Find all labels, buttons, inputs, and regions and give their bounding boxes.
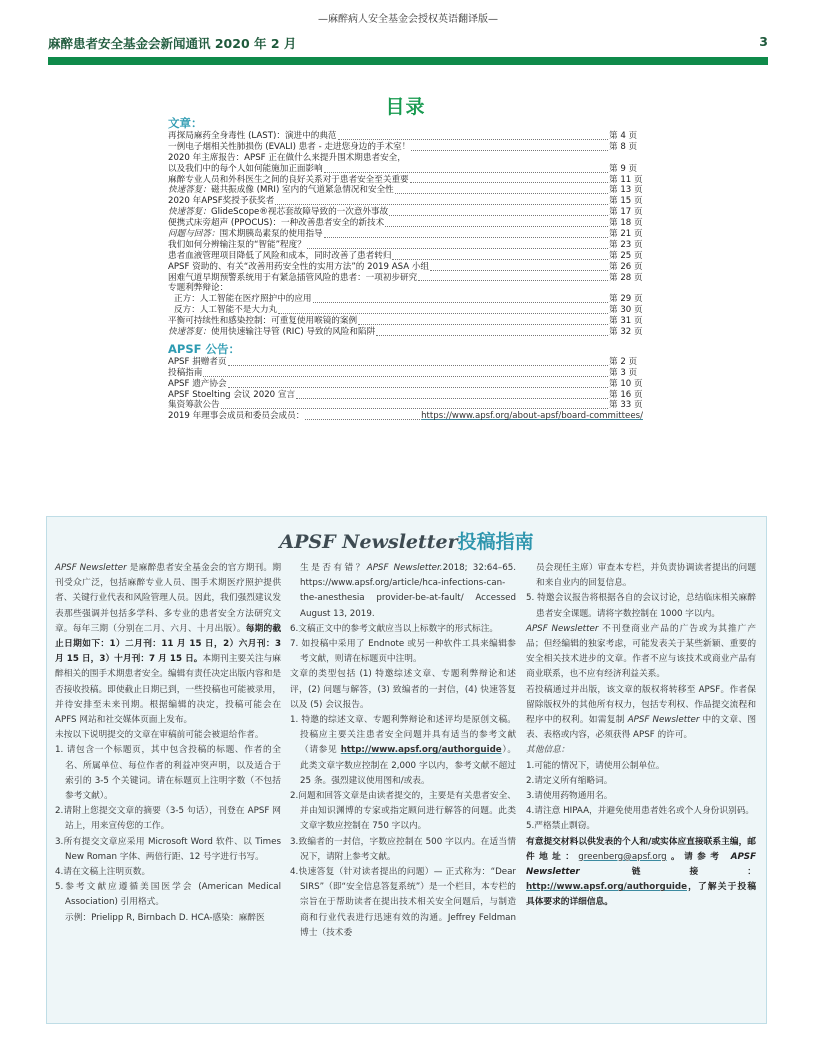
announcements-list xyxy=(168,357,643,411)
submission-guidelines-box xyxy=(46,516,767,1024)
toc-entry-page: 第 31 页 xyxy=(609,316,643,327)
leader-dots xyxy=(221,407,608,409)
deadline-text: 每期的截止日期如下：1）二月刊：11 月 15 日，2）六月刊：3 月 15 日，3）十月刊：7 月 15 日。 xyxy=(55,623,282,665)
toc-entry-title xyxy=(168,294,312,305)
toc-entry-text: 投稿指南 xyxy=(168,367,203,378)
toc-entry-text: 我们如何分辨输注泵的“智能”程度？ xyxy=(168,239,306,250)
toc-entry-text: 反方：人工智能不是大力丸 xyxy=(174,305,278,316)
reference-rule-item: 6.文稿正文中的参考文献应当以上标数字的形式标注。 xyxy=(290,623,499,634)
other-info-item: 1.可能的情况下，请使用公制单位。 xyxy=(526,760,665,771)
toc-entry-page: 第 10 页 xyxy=(609,378,643,389)
toc-entry-title xyxy=(168,400,220,411)
toc-entry-page: 第 13 页 xyxy=(609,185,643,196)
toc-entry-page: 第 16 页 xyxy=(609,389,643,400)
toc-entry-page: 第 17 页 xyxy=(609,207,643,218)
newsletter-title: 麻醉患者安全基金会新闻通讯 2020 年 2 月 xyxy=(48,36,297,51)
leader-dots xyxy=(228,364,608,366)
guidelines-column-1 xyxy=(55,561,281,926)
toc-entry[interactable] xyxy=(168,327,643,338)
leader-dots xyxy=(385,225,608,227)
toc-entry-title xyxy=(168,229,323,240)
toc-entry-title xyxy=(168,357,227,368)
toc-entry-text: 便携式床旁超声 (PPOCUS)：一种改善患者安全的新技术 xyxy=(168,218,385,229)
leader-dots xyxy=(305,418,420,420)
toc-entry-title xyxy=(168,196,274,207)
other-info-item: 5.严格禁止剽窃。 xyxy=(526,821,596,832)
contact-text-4: ，了解关于投稿具体要求的详细信息。 xyxy=(526,882,756,908)
toc-entry[interactable] xyxy=(168,240,643,251)
leader-dots xyxy=(395,192,608,194)
ads-text: 不刊登商业产品的广告或为其推广产品；但经编辑的独家考虑，可能发表关于某些新颖、重要的安全相关技术进步的文章。作者不应与该技术或商业产品有商业联系，也不应有经济利益关系。 xyxy=(526,623,757,680)
toc-entry-title xyxy=(168,175,409,186)
toc-entry-page: 第 26 页 xyxy=(609,261,643,272)
other-info-item: 4.请注意 HIPAA，并避免使用患者姓名或个人身份识别码。 xyxy=(526,806,755,817)
toc-entry-text: GlideScope®视芯套故障导致的一次意外事故 xyxy=(210,207,389,218)
articles-list xyxy=(168,131,643,283)
toc-entry[interactable] xyxy=(168,390,643,401)
leader-dots xyxy=(376,334,608,336)
newsletter-name: APSF Newsletter xyxy=(55,563,127,573)
toc-entry-page: 第 18 页 xyxy=(609,218,643,229)
leader-dots xyxy=(410,181,608,183)
leader-dots xyxy=(411,149,608,151)
requirement-item: 2.请附上您提交文章的摘要（3-5 句话），刊登在 APSF 网站上，用来宣传您的工作。 xyxy=(55,806,281,832)
toc-entry-page: 第 32 页 xyxy=(609,327,643,338)
guidelines-title xyxy=(47,527,766,553)
toc-entry[interactable] xyxy=(168,357,643,368)
toc-entry-text: 正方：人工智能在医疗照护中的应用 xyxy=(174,294,312,305)
toc-entry-title xyxy=(168,164,323,175)
other-info-list xyxy=(526,759,756,835)
contact-text-3: 链接： xyxy=(579,867,756,878)
newsletter-name: APSF Newsletter xyxy=(526,851,757,878)
toc-entry-text: 集资筹款公告 xyxy=(168,400,220,411)
toc-entry[interactable] xyxy=(168,401,643,412)
example-text: 生是否有错？ xyxy=(300,563,367,573)
toc-entry[interactable] xyxy=(168,229,643,240)
reference-rule-item: 7. 如投稿中采用了 Endnote 或另一种软件工具来编辑参考文献，则请在标题页中注明。 xyxy=(290,639,516,665)
leader-dots xyxy=(203,375,608,377)
toc-entry-text: 麻醉专业人员和外科医生之间的良好关系对于患者安全至关重要 xyxy=(168,174,409,185)
leader-dots xyxy=(392,258,608,260)
leader-dots xyxy=(358,323,608,325)
table-of-contents xyxy=(168,92,643,422)
newsletter-name: APSF Newsletter xyxy=(627,715,700,726)
article-type-item: 2.问题和回答文章是由读者提交的，主要是有关患者安全、并由知识渊博的专家或指定顾问进行解答的问题。此类文章字数应控制在 750 字以内。 xyxy=(290,791,516,832)
page-number: 3 xyxy=(759,34,768,49)
announcements-heading: APSF 公告： xyxy=(168,341,240,356)
toc-entry-page: 第 23 页 xyxy=(609,239,643,250)
toc-entry-text: 磁共振成像 (MRI) 室内的气道紧急情况和安全性 xyxy=(210,185,394,196)
rapid-response-cont: 员会现任主席）审查本专栏，并负责协调读者提出的问题和来自业内的回复信息。 xyxy=(536,563,756,589)
toc-entry[interactable] xyxy=(168,251,643,262)
type-1-text-2: ）。此类文章字数应控制在 2,000 字以内，参考文献不超过 25 条。强烈建议使用图和/或表。 xyxy=(300,745,517,786)
toc-entry-page: 第 9 页 xyxy=(609,163,638,174)
leader-dots xyxy=(389,214,608,216)
toc-entry-text: 以及我们中的每个人如何能施加正面影响 xyxy=(168,163,323,174)
toc-entry[interactable] xyxy=(168,273,643,284)
leader-dots xyxy=(324,236,608,238)
reference-rules-list xyxy=(290,622,516,668)
toc-entry-page: 第 8 页 xyxy=(609,141,638,152)
toc-entry-title xyxy=(168,207,388,218)
editorial-text: 本期刊主要关注与麻醉相关的围手术期患者安全。编辑有责任决定出版内容和是否接收投稿。即使截止日期已到，一些投稿也可能被录用，并待安排至未来刊期。根据编辑的决定，投稿可能会在 APFS 网站和社交媒体页面上发布。 xyxy=(55,654,281,726)
toc-entry-title xyxy=(168,131,337,142)
requirement-item: 1. 请包含一个标题页，其中包含投稿的标题、作者的全名、所属单位、每位作者的利益冲突声明，以及适合于索引的 3-5 个关键词。请在标题页上注明字数（不包括参考文献）。 xyxy=(55,745,281,802)
running-header xyxy=(48,34,768,52)
toc-entry[interactable] xyxy=(168,305,643,316)
requirements-list xyxy=(55,743,281,910)
return-note: 未按以下说明提交的文章在审稿前可能会被退给作者。 xyxy=(55,730,264,741)
toc-entry-page: 第 28 页 xyxy=(609,272,643,283)
toc-entry-page: 第 29 页 xyxy=(609,294,643,305)
board-label: 2019 年理事会成员和委员会成员： xyxy=(168,411,305,422)
toc-entry-title xyxy=(168,218,384,229)
toc-entry-title xyxy=(168,273,417,284)
leader-dots xyxy=(338,138,608,140)
toc-entry[interactable] xyxy=(168,316,643,327)
toc-entry-title-line1: 2020 年主席报告：APSF 正在做什么来提升围术期患者安全， xyxy=(168,152,406,163)
toc-entry-title xyxy=(168,390,295,401)
contact-text-2: 。请参考 xyxy=(666,851,731,862)
debate-list xyxy=(168,294,643,316)
editor-email-link[interactable]: greenberg@apsf.org xyxy=(578,851,667,862)
authorguide-link[interactable]: http://www.apsf.org/authorguide xyxy=(526,882,687,893)
copyright-text: 若投稿通过并出版，该文章的版权将转移至 APSF。作者保留除版权外的其他所有权力，包括专利权、作品提交流程和程序中的权利。如需复制 xyxy=(526,684,756,726)
requirement-item: 4.请在文稿上注明页数。 xyxy=(55,867,151,878)
leader-dots xyxy=(275,203,608,205)
article-types-list xyxy=(290,789,516,941)
guidelines-column-3 xyxy=(526,561,756,911)
toc-entry-page: 第 25 页 xyxy=(609,250,643,261)
toc-entry-text: 患者血液管理项目降低了风险和成本，同时改善了患者转归 xyxy=(168,250,392,261)
intro-text: 是麻醉患者安全基金会的官方期刊。期刊受众广泛，包括麻醉专业人员、围手术期医疗照护提供者、关键行业代表和风险管理人员。因此，我们强烈建议发表那些强调并包括多学科、多专业的患者安全方法研究文章。每年三期（分别在二月、六月、十月出版）。 xyxy=(55,563,282,634)
articles-tail-list xyxy=(168,316,643,338)
other-info-heading: 其他信息： xyxy=(526,745,570,756)
conference-report-item: 5. 特邀会议报告将根据各自的会议讨论，总结临床相关麻醉患者安全课题。请将字数控制在 1000 字以内。 xyxy=(526,593,756,619)
toc-entry[interactable] xyxy=(168,131,643,142)
requirement-item: 5.参考文献应遵循美国医学会 (American Medical Association) 引用格式。 xyxy=(55,882,281,908)
toc-entry[interactable] xyxy=(168,379,643,390)
leader-dots xyxy=(228,386,608,388)
toc-entry-text: APSF 遗产协会 xyxy=(168,378,227,389)
toc-entry-page: 第 30 页 xyxy=(609,305,643,316)
toc-entry-page: 第 2 页 xyxy=(609,356,638,367)
leader-dots xyxy=(278,312,608,314)
other-info-item: 3.请使用药物通用名。 xyxy=(526,791,613,802)
translation-note: —麻醉病人安全基金会授权英语翻译版— xyxy=(318,14,498,25)
debate-heading: 专题利弊辩论： xyxy=(168,283,229,294)
requirement-item: 3.所有提交文章应采用 Microsoft Word 软件、以 Times New Roman 字体、两倍行距、12 号字进行书写。 xyxy=(55,836,281,862)
toc-entry-title xyxy=(168,142,410,153)
citation-example-cont xyxy=(290,561,516,622)
toc-entry-page: 第 3 页 xyxy=(609,367,638,378)
type-1-item xyxy=(290,713,516,789)
toc-entry[interactable] xyxy=(168,262,643,273)
toc-entry-prefix: 快速答复： xyxy=(168,327,211,338)
toc-entry[interactable] xyxy=(168,185,643,196)
guidelines-column-2 xyxy=(290,561,516,941)
toc-entry[interactable] xyxy=(168,294,643,305)
toc-entry-prefix: 问题与回答： xyxy=(168,229,220,240)
header-divider-bar xyxy=(48,57,768,65)
contact-text: 有意提交材料以供发表的个人和/或实体应直接联系主编，邮件地址： xyxy=(526,836,756,862)
toc-entry-text: 困难气道早期预警系统用于有紧急插管风险的患者：一项初步研究 xyxy=(168,272,418,283)
leader-dots xyxy=(430,269,608,271)
other-info-item: 2.请定义所有缩略词。 xyxy=(526,775,613,786)
toc-entry-text: APSF 资助的、有关“改善用药安全性的实用方法”的 2019 ASA 小组 xyxy=(168,261,430,272)
toc-entry[interactable] xyxy=(168,142,643,153)
toc-entry-text: 一例电子烟相关性肺损伤 (EVALI) 患者 - 走进您身边的手术室！ xyxy=(168,141,411,152)
leader-dots xyxy=(307,247,608,249)
toc-entry-prefix: 快速答复： xyxy=(168,207,211,218)
board-row xyxy=(168,411,643,422)
toc-entry-title xyxy=(168,368,202,379)
toc-entry[interactable] xyxy=(168,218,643,229)
toc-entry-title xyxy=(168,262,429,273)
toc-entry-page: 第 11 页 xyxy=(609,174,643,185)
article-type-item: 3.致编者的一封信，字数应控制在 500 字以内。在适当情况下，请附上参考文献。 xyxy=(290,836,516,862)
toc-entry-title xyxy=(168,185,394,196)
toc-entry-title xyxy=(168,327,375,338)
board-link[interactable]: https://www.apsf.org/about-apsf/board-committees/ xyxy=(421,411,643,422)
type-1-text: 1. 特邀的综述文章、专题利弊辩论和述评均是原创文稿。投稿应主要关注患者安全问题并具有适当的参考文献（请参见 xyxy=(290,715,516,756)
toc-entry[interactable] xyxy=(168,175,643,186)
leader-dots xyxy=(418,279,608,281)
copyright-policy xyxy=(526,683,756,744)
article-type-item: 4.快速答复（针对读者提出的问题）— 正式称为：“Dear SIRS”（即“安全信息答复系统”）是一个栏目，本专栏的宗旨在于帮助读者在提出技术相关安全问题后，与制造商和行业代表进行迅速有效的沟通。Jeffrey Feldman 博士（技术委 xyxy=(290,867,516,938)
toc-entry-page: 第 33 页 xyxy=(609,400,643,411)
newsletter-name: APSF Newsletter xyxy=(526,623,599,634)
toc-entry-page: 第 15 页 xyxy=(609,196,643,207)
leader-dots xyxy=(324,171,608,173)
toc-entry-text: 再探局麻药全身毒性 (LAST)：演进中的典范 xyxy=(168,130,337,141)
toc-entry-text: 2020 年APSF奖授予获奖者 xyxy=(168,196,275,207)
toc-entry-text: 平衡可持续性和感染控制：可重复使用喉镜的案例 xyxy=(168,316,358,327)
copyright-text-2: 中的文章、图表、表格或内容，必须获得 APSF 的许可。 xyxy=(526,715,757,741)
authorguide-link[interactable]: http://www.apsf.org/authorguide xyxy=(340,745,502,756)
intro-paragraph xyxy=(55,561,281,728)
guidelines-title-en: APSF Newsletter xyxy=(279,531,458,553)
example-ref: 2018; 32:64–65. https://www.apsf.org/article/hca-infections-can-the-anesthesia provider-be-at-fault/ Accessed August 13, 2019. xyxy=(300,563,517,619)
toc-entry[interactable] xyxy=(168,196,643,207)
toc-entry-text: APSF Stoelting 会议 2020 宣言 xyxy=(168,389,296,400)
article-types: 文章的类型包括 (1) 特邀综述文章、专题利弊辩论和述评，(2) 问题与解答，(3) 致编者的一封信，(4) 快速答复以及 (5) 会议报告。 xyxy=(290,669,516,710)
toc-entry[interactable] xyxy=(168,207,643,218)
guidelines-title-cn: 投稿指南 xyxy=(457,531,534,553)
toc-entry-title xyxy=(168,379,227,390)
toc-entry-title xyxy=(168,251,391,262)
example-journal: APSF Newsletter. xyxy=(366,563,443,573)
toc-entry[interactable] xyxy=(168,368,643,379)
toc-entry-page: 第 21 页 xyxy=(609,229,643,240)
citation-example: 示例：Prielipp R, Birnbach D. HCA-感染：麻醉医 xyxy=(65,912,265,923)
toc-entry-text: 使用快速输注导管 (RIC) 导致的风险和陷阱 xyxy=(210,327,376,338)
toc-entry-title xyxy=(168,305,277,316)
leader-dots xyxy=(296,397,608,399)
contact-paragraph xyxy=(526,835,756,911)
toc-entry-text: APSF 捐赠者页 xyxy=(168,356,227,367)
toc-entry-title xyxy=(168,240,306,251)
toc-entry-prefix: 快速答复： xyxy=(168,185,211,196)
leader-dots xyxy=(313,301,608,303)
advertising-policy xyxy=(526,622,756,683)
toc-entry[interactable] xyxy=(168,164,643,175)
articles-heading: 文章： xyxy=(168,116,203,130)
toc-entry-text: 围术期胰岛素泵的使用指导 xyxy=(219,229,323,240)
toc-entry-title xyxy=(168,316,357,327)
toc-entry-page: 第 4 页 xyxy=(609,130,638,141)
toc-title: 目录 xyxy=(385,96,426,118)
